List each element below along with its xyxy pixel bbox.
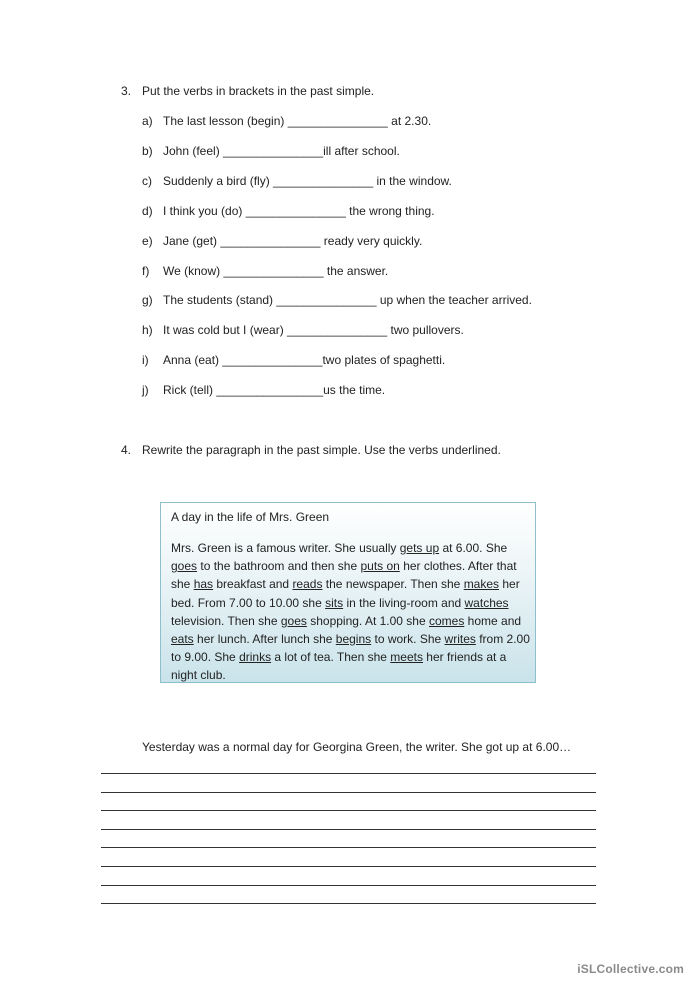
rewrite-intro-sentence: Yesterday was a normal day for Georgina Green, the writer. She got up at 6.00… bbox=[142, 740, 572, 754]
reading-text-box bbox=[160, 502, 536, 683]
underlined-verb: eats bbox=[171, 632, 194, 647]
underlined-verb: comes bbox=[428, 613, 465, 628]
underlined-verb: sits bbox=[325, 595, 344, 610]
exercise-item bbox=[142, 383, 385, 397]
exercise-item bbox=[142, 174, 452, 188]
item-letter: a) bbox=[142, 114, 153, 128]
item-text: It was cold but I (wear) _______________ two pullovers. bbox=[163, 323, 464, 338]
underlined-verb: goes bbox=[171, 559, 198, 574]
exercise-4-number: 4. bbox=[121, 443, 132, 457]
item-text: Anna (eat) _______________two plates of spaghetti. bbox=[163, 353, 446, 368]
writing-line[interactable] bbox=[101, 810, 596, 811]
item-letter: j) bbox=[142, 383, 149, 398]
item-text: The last lesson (begin) _______________ at 2.30. bbox=[163, 114, 432, 128]
item-letter: e) bbox=[142, 233, 153, 248]
paragraph-text: home and bbox=[464, 613, 522, 628]
paragraph-text: her lunch. After lunch she bbox=[193, 632, 336, 647]
exercise-3-heading bbox=[121, 84, 374, 98]
underlined-verb: puts on bbox=[360, 559, 400, 574]
exercise-item bbox=[142, 144, 400, 158]
item-text: Suddenly a bird (fly) _______________ in the window. bbox=[163, 173, 452, 188]
item-text: Rick (tell) ________________us the time. bbox=[163, 383, 386, 398]
paragraph-text: a lot of tea. Then she bbox=[271, 650, 391, 665]
underlined-verb: watches bbox=[464, 595, 509, 610]
item-letter: f) bbox=[142, 263, 150, 278]
paragraph-text: at 6.00. She bbox=[439, 541, 508, 555]
paragraph-text: from 2.00 to 9.00. She bbox=[171, 632, 530, 665]
writing-line[interactable] bbox=[101, 829, 596, 830]
underlined-verb: meets bbox=[390, 650, 423, 665]
paragraph-text: to work. She bbox=[371, 632, 445, 647]
exercise-4-instruction: Rewrite the paragraph in the past simple. Use the verbs underlined. bbox=[142, 443, 501, 457]
paragraph-text: the newspaper. Then she bbox=[322, 577, 464, 592]
paragraph-text: her clothes. After that she bbox=[171, 559, 517, 592]
exercise-item bbox=[142, 234, 422, 248]
underlined-verb: drinks bbox=[239, 650, 272, 665]
exercise-item bbox=[142, 323, 464, 337]
writing-line[interactable] bbox=[101, 792, 596, 793]
item-text: We (know) _______________ the answer. bbox=[163, 263, 389, 278]
watermark-logo: iSLCollective.com bbox=[577, 962, 684, 976]
paragraph-text: breakfast and bbox=[213, 577, 293, 592]
paragraph-text: her bed. From 7.00 to 10.00 she bbox=[171, 577, 520, 610]
underlined-verb: makes bbox=[463, 577, 500, 592]
writing-line[interactable] bbox=[101, 847, 596, 848]
exercise-item bbox=[142, 293, 532, 307]
paragraph-text: to the bathroom and then she bbox=[197, 559, 361, 574]
underlined-verb: goes bbox=[280, 613, 307, 628]
exercise-3-number: 3. bbox=[121, 84, 132, 98]
underlined-verb: writes bbox=[444, 632, 476, 647]
underlined-verb: reads bbox=[292, 577, 323, 592]
paragraph-text: shopping. At 1.00 she bbox=[306, 613, 429, 628]
box-title: A day in the life of Mrs. Green bbox=[171, 510, 330, 524]
writing-line[interactable] bbox=[101, 885, 596, 886]
exercise-item bbox=[142, 264, 388, 278]
item-text: Jane (get) _______________ ready very quickly. bbox=[163, 233, 423, 248]
exercise-3-instruction: Put the verbs in brackets in the past simple. bbox=[142, 84, 375, 98]
underlined-verb: begins bbox=[335, 632, 372, 647]
item-letter: g) bbox=[142, 293, 153, 308]
item-letter: i) bbox=[142, 353, 149, 368]
item-text: John (feel) _______________ill after school. bbox=[163, 143, 400, 158]
item-letter: c) bbox=[142, 173, 152, 188]
exercise-item bbox=[142, 114, 431, 128]
paragraph-text: in the living-room and bbox=[343, 595, 465, 610]
underlined-verb: has bbox=[193, 577, 214, 592]
paragraph-text: television. Then she bbox=[171, 613, 281, 628]
paragraph-text: Mrs. Green is a famous writer. She usually bbox=[171, 541, 400, 555]
underlined-verb: gets up bbox=[399, 541, 440, 555]
item-letter: b) bbox=[142, 143, 153, 158]
item-text: I think you (do) _______________ the wrong thing. bbox=[163, 203, 435, 218]
writing-line[interactable] bbox=[101, 903, 596, 904]
paragraph-text: her friends at a night club. bbox=[171, 650, 507, 683]
exercise-item bbox=[142, 353, 445, 367]
exercise-4-heading bbox=[121, 443, 501, 457]
item-letter: h) bbox=[142, 323, 153, 338]
writing-line[interactable] bbox=[101, 773, 596, 774]
exercise-item bbox=[142, 204, 435, 218]
writing-line[interactable] bbox=[101, 866, 596, 867]
box-paragraph bbox=[171, 539, 533, 685]
item-text: The students (stand) _______________ up when the teacher arrived. bbox=[163, 293, 532, 308]
item-letter: d) bbox=[142, 203, 153, 218]
